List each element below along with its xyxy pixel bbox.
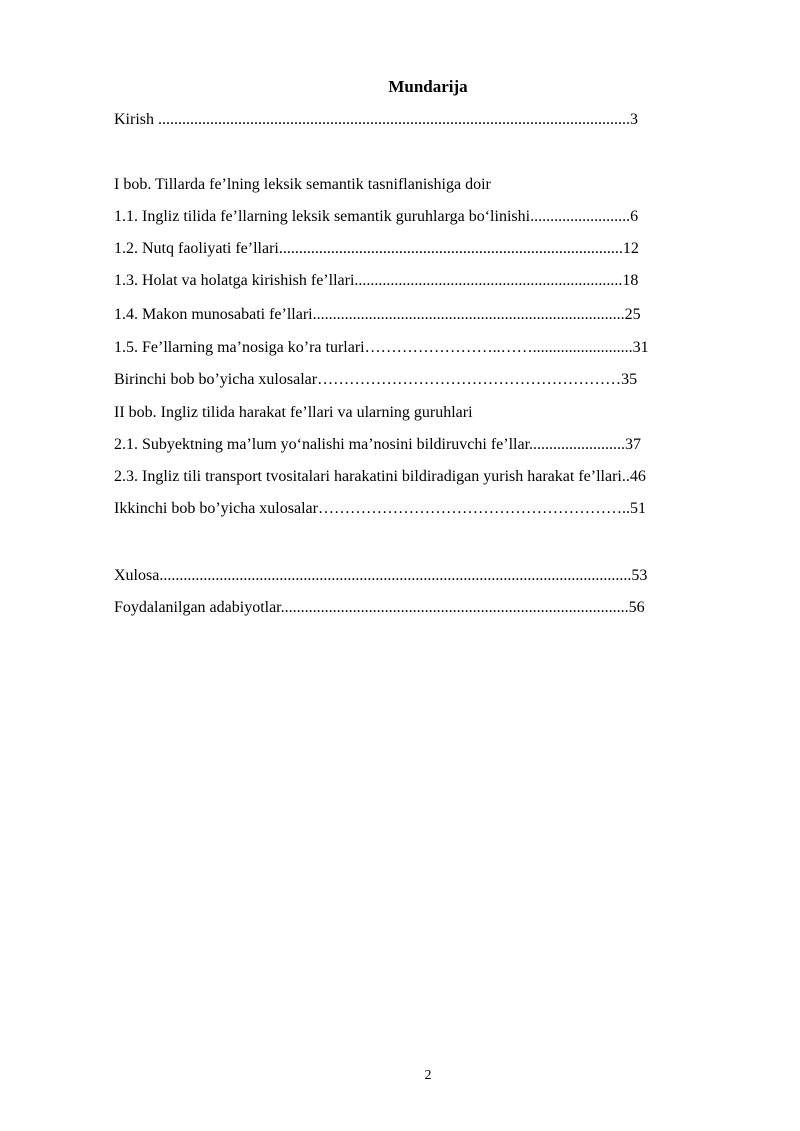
toc-entry-kirish[interactable]: Kirish ......................................................................................................................3 [114, 111, 638, 128]
toc-entry-chapter-1-summary[interactable]: Birinchi bob bo’yicha xulosalar…………………………………………………35 [114, 371, 638, 388]
toc-entry-1-4[interactable]: 1.4. Makon munosabati fe’llari..............................................................................25 [114, 306, 641, 323]
toc-entry-1-3[interactable]: 1.3. Holat va holatga kirishish fe’llari...................................................................18 [114, 272, 639, 289]
toc-entry-2-3[interactable]: 2.3. Ingliz tili transport tvositalari harakatini bildiradigan yurish harakat fe’llari..46 [114, 468, 646, 485]
page-title: Mundarija [388, 77, 468, 96]
toc-entry-foydalanilgan-adabiyotlar[interactable]: Foydalanilgan adabiyotlar.......................................................................................56 [114, 599, 645, 616]
toc-entry-1-5[interactable]: 1.5. Fe’llarning ma’nosiga ko’ra turlari……………………..…….........................31 [114, 339, 649, 356]
toc-entry-2-1[interactable]: 2.1. Subyektning ma’lum yo‘nalishi ma’nosini bildiruvchi fe’llar........................37 [114, 436, 642, 453]
toc-entry-xulosa[interactable]: Xulosa......................................................................................................................53 [114, 567, 648, 584]
toc-entry-chapter-2-summary[interactable]: Ikkinchi bob bo’yicha xulosalar…………………………………………………..51 [114, 500, 646, 517]
toc-entry-1-1[interactable]: 1.1. Ingliz tilida fe’llarning leksik semantik guruhlarga bo‘linishi.........................6 [114, 208, 639, 225]
page-number: 2 [424, 1068, 432, 1083]
toc-entry-chapter-2[interactable]: II bob. Ingliz tilida harakat fe’llari va ularning guruhlari [114, 404, 473, 421]
toc-entry-chapter-1[interactable]: I bob. Tillarda fe’lning leksik semantik tasniflanishiga doir [114, 176, 491, 193]
toc-entry-1-2[interactable]: 1.2. Nutq faoliyati fe’llari......................................................................................12 [114, 240, 639, 257]
